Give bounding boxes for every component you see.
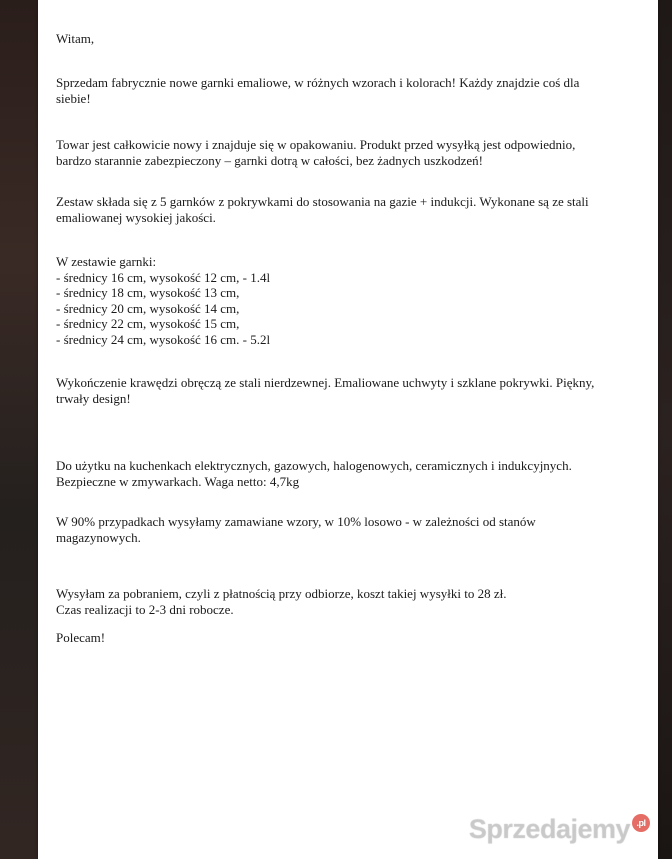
paragraph-shipping: Wysyłam za pobraniem, czyli z płatnością przy odbiorze, koszt takiej wysyłki to 28 zł. Czas realizacji to 2-3 dni robocze. [56,586,507,617]
photo-edge-left [0,0,38,859]
paragraph-design: Wykończenie krawędzi obręczą ze stali nierdzewnej. Emaliowane uchwyty i szklane pokrywki. Piękny, trwały design! [56,375,595,406]
paragraph-condition: Towar jest całkowicie nowy i znajduje się w opakowaniu. Produkt przed wysyłką jest odpowiednio, bardzo starannie zabezpieczony – garnki dotrą w całości, bez żadnych uszkodzeń! [56,137,576,168]
closing: Polecam! [56,630,106,645]
list-item: - średnicy 16 cm, wysokość 12 cm, - 1.4l [56,269,271,285]
paragraph-usage: Do użytku na kuchenkach elektrycznych, gazowych, halogenowych, ceramicznych i indukcyjnych. Bezpieczne w zmywarkach. Waga netto: 4,7kg [56,458,572,489]
letter-page [38,0,658,859]
list-item: - średnicy 24 cm, wysokość 16 cm. - 5.2l [56,331,271,347]
greeting: Witam, [56,31,95,46]
watermark-text: Sprzedajemy [468,814,630,844]
paragraph-patterns: W 90% przypadkach wysyłamy zamawiane wzory, w 10% losowo - w zależności od stanów magazynowych. [56,514,536,545]
paragraph-intro: Sprzedam fabrycznie nowe garnki emaliowe, w różnych wzorach i kolorach! Każdy znajdzie coś dla siebie! [56,75,580,106]
sizes-list-title: W zestawie garnki: [56,254,157,269]
sprzedajemy-watermark [469,814,650,845]
list-item: - średnicy 18 cm, wysokość 13 cm, [56,285,240,300]
sizes-list [56,254,626,347]
watermark-badge: .pl [632,814,650,832]
list-item: - średnicy 22 cm, wysokość 15 cm, [56,316,240,331]
photo-edge-right [658,0,672,859]
paragraph-set: Zestaw składa się z 5 garnków z pokrywkami do stosowania na gazie + indukcji. Wykonane są ze stali emaliowanej wysokiej jakości. [56,194,589,225]
list-item: - średnicy 20 cm, wysokość 14 cm, [56,300,240,316]
